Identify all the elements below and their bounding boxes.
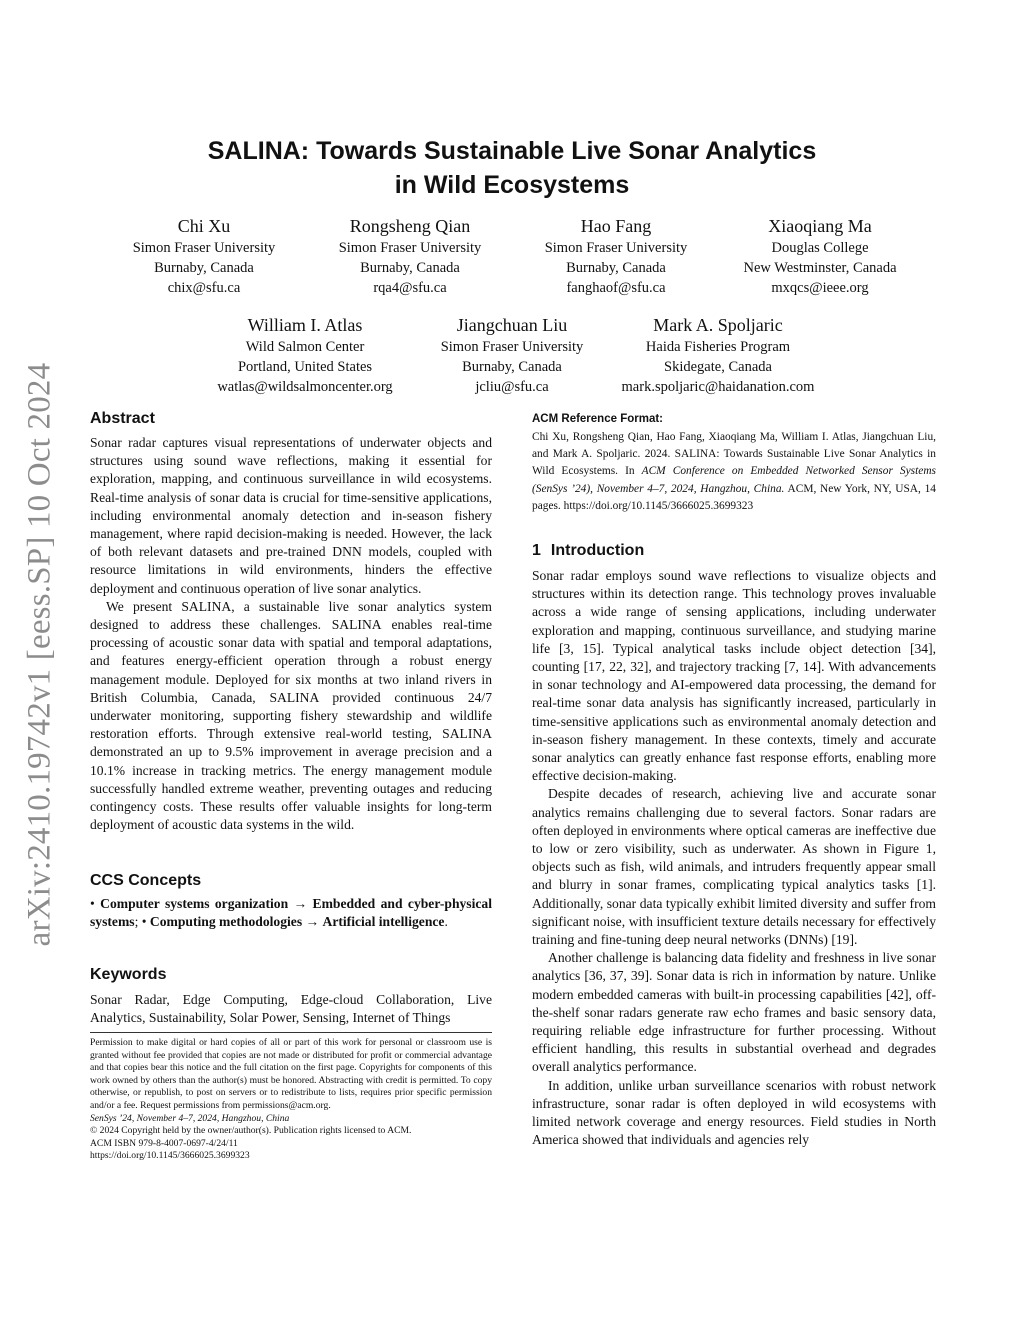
copyright-footnote: [90, 1037, 492, 1163]
abstract-paragraph-1: Sonar radar captures visual representations of underwater objects and structures using sound wave reflections, making it essential for exploration, mapping, and continuous surveillance in wild ecosystems. Real-time analysis of sonar data is crucial for time-sensitive applications, including environmental anomaly detection and in-season fishery management, where rapid decision-making is needed. However, the lack of both relevant datasets and pre-trained DNN models, coupled with resource limitations in wild environments, hinders the effective deployment and continuous operation of live sonar analytics.: [90, 435, 492, 596]
ccs-concept-1: Computer systems organization: [100, 896, 289, 911]
author-affiliation: Wild Salmon Center: [245, 339, 365, 355]
author-name: Xiaoqiang Ma: [768, 216, 872, 236]
introduction-heading: [532, 541, 936, 561]
acm-reference-text: [532, 429, 936, 515]
section-number: 1: [532, 542, 541, 559]
author-affiliation: Haida Fisheries Program: [645, 339, 791, 355]
author-email[interactable]: jcliu@sfu.ca: [475, 379, 549, 395]
author-affiliation: Simon Fraser University: [440, 339, 584, 355]
author-location: New Westminster, Canada: [743, 260, 897, 276]
ccs-separator: ;: [134, 914, 139, 930]
abstract-section: [90, 409, 492, 834]
section-title: Introduction: [550, 542, 645, 559]
author-block: [408, 314, 616, 397]
title-line-1: SALINA: Towards Sustainable Live Sonar Analytics: [207, 137, 817, 165]
ccs-arrow: →: [305, 914, 320, 930]
author-affiliation: Simon Fraser University: [132, 240, 276, 256]
doi-link[interactable]: https://doi.org/10.1145/3666025.3699323: [90, 1150, 250, 1162]
author-location: Skidegate, Canada: [664, 359, 772, 375]
author-block: [612, 314, 824, 397]
author-block: [512, 215, 720, 298]
author-location: Burnaby, Canada: [566, 260, 666, 276]
abstract-heading: Abstract: [90, 410, 155, 427]
footnote-divider: [90, 1032, 492, 1033]
ccs-concept-1-sub: Embedded and cyber-physical systems: [90, 896, 492, 930]
arxiv-stamp-text: arXiv:2410.19742v1 [eess.SP] 10 Oct 2024: [21, 362, 58, 946]
author-name: Jiangchuan Liu: [456, 315, 568, 335]
author-name: Mark A. Spoljaric: [653, 315, 783, 335]
author-email[interactable]: rqa4@sfu.ca: [373, 280, 447, 296]
author-name: Chi Xu: [177, 216, 231, 236]
author-block: [716, 215, 924, 298]
author-email[interactable]: fanghaof@sfu.ca: [566, 280, 666, 296]
author-name: Hao Fang: [580, 216, 652, 236]
acm-reference-venue: ACM Conference on Embedded Networked Sensor Systems (SenSys ’24), November 4–7, 2024, Hangzhou, China.: [532, 465, 936, 495]
author-email[interactable]: mxqcs@ieee.org: [771, 280, 869, 296]
copyright-line: © 2024 Copyright held by the owner/author(s). Publication rights licensed to ACM.: [90, 1125, 412, 1137]
ccs-bullet: •: [141, 914, 147, 930]
author-email[interactable]: watlas@wildsalmoncenter.org: [217, 379, 393, 395]
author-location: Burnaby, Canada: [462, 359, 562, 375]
acm-reference-suffix: ACM, New York, NY, USA, 14 pages. https://doi.org/10.1145/3666025.3699323: [532, 482, 936, 512]
isbn-line: ACM ISBN 979-8-4007-0697-4/24/11: [90, 1137, 238, 1149]
paper-title: [100, 134, 924, 202]
author-block: [306, 215, 514, 298]
venue-line: SenSys ’24, November 4–7, 2024, Hangzhou, China: [90, 1112, 290, 1124]
keywords-text: Sonar Radar, Edge Computing, Edge-cloud Collaboration, Live Analytics, Sustainability, Solar Power, Sensing, Internet of Things: [90, 992, 492, 1026]
author-email[interactable]: mark.spoljaric@haidanation.com: [621, 379, 815, 395]
intro-paragraph-1: Sonar radar employs sound wave reflections to visualize objects and structures within its detection range. This technology proves invaluable across a wide range of sensing applications, including underwater exploration and mapping, continuous surveillance, and studying marine life [3, 15]. Typical analytical tasks include object detection [34], counting [17, 22, 32], and trajectory tracking [7, 14]. With advancements in sonar technology and AI-empowered data processing, the demand for real-time sonar data analysis has significantly increased, particularly in time-sensitive applications such as environmental anomaly detection and in-season fishery management. In these contexts, timely and accurate sonar analytics can greatly enhance fast response efforts, enabling more effective decision-making.: [532, 568, 936, 784]
ccs-concept-2-sub: Artificial intelligence: [322, 914, 445, 930]
arxiv-stamp: [12, 352, 68, 956]
acm-reference-prefix: Chi Xu, Rongsheng Qian, Hao Fang, Xiaoqiang Ma, William I. Atlas, Jiangchuan Liu, and Mark A. Spoljaric. 2024. SALINA: Towards Sustainable Live Sonar Analytics in Wild Ecosystems. In: [532, 431, 936, 478]
author-name: William I. Atlas: [247, 315, 363, 335]
intro-paragraph-4: In addition, unlike urban surveillance scenarios with robust network infrastructure, sonar radar is often deployed in wild ecosystems with limited network coverage and energy resources. Field studies in North America showed that individuals and agencies rely: [532, 1077, 936, 1148]
author-affiliation: Simon Fraser University: [338, 240, 482, 256]
author-location: Portland, United States: [237, 359, 373, 375]
ccs-concept-2: Computing methodologies: [149, 914, 303, 930]
permission-notice: Permission to make digital or hard copies of all or part of this work for personal or classroom use is granted without fee provided that copies are not made or distributed for profit or commercial advantage and that copies bear this notice and the full citation on the first page. Copyrights for components of this work owned by others than the author(s) must be honored. Abstracting with credit is permitted. To copy otherwise, or republish, to post on servers or to redistribute to lists, requires prior specific permission and/or a fee. Request permissions from permissions@acm.org.: [90, 1037, 492, 1111]
ccs-concepts-text: [90, 895, 492, 931]
acm-reference-heading: ACM Reference Format:: [532, 413, 663, 425]
title-line-2: in Wild Ecosystems: [394, 171, 630, 199]
intro-paragraph-2: Despite decades of research, achieving live and accurate sonar analytics remains challenging due to several factors. Sonar radars are often deployed in environments where optical cameras are ineffective due to low or zero visibility, such as underwater. As shown in Figure 1, objects such as fish, wild animals, and intruders frequently appear small and blurry in sonar frames, complicating typical analytics tasks [1]. Additionally, sonar data typically exhibit limited diversity and suffer from significant noise, with insufficient texture details necessary for effectively training and fine-tuning deep neural networks (DNNs) [19].: [532, 786, 936, 948]
author-block: [100, 215, 308, 298]
ccs-heading: CCS Concepts: [90, 872, 202, 889]
author-affiliation: Douglas College: [771, 240, 869, 256]
author-location: Burnaby, Canada: [154, 260, 254, 276]
introduction-section: [532, 541, 936, 1150]
author-name: Rongsheng Qian: [349, 216, 471, 236]
abstract-paragraph-2: We present SALINA, a sustainable live sonar analytics system designed to address these challenges. SALINA enables real-time processing of acoustic sonar data with spatial and temporal adaptations, and features energy-efficient operation through a robust energy management module. Deployed for six months at two inland rivers in British Columbia, Canada, SALINA provided continuous 24/7 underwater monitoring, supporting fishery stewardship and wildlife restoration efforts. Through extensive real-world testing, SALINA demonstrated an up to 9.5% improvement in average precision and a 10.1% increase in tracking metrics. The energy management module successfully handled extreme weather, preventing outages and reducing contingency costs. These results offer valuable insights for long-term deployment of acoustic data systems in the wild.: [90, 598, 492, 833]
keywords-section: [90, 965, 492, 1027]
acm-reference-section: [532, 413, 936, 515]
author-block: [200, 314, 410, 397]
author-email[interactable]: chix@sfu.ca: [167, 280, 241, 296]
keywords-heading: Keywords: [90, 966, 167, 983]
ccs-end: .: [444, 914, 448, 930]
author-affiliation: Simon Fraser University: [544, 240, 688, 256]
author-location: Burnaby, Canada: [360, 260, 460, 276]
intro-paragraph-3: Another challenge is balancing data fidelity and freshness in live sonar analytics [36, 37, 39]. Sonar data is rich in information by nature. Unlike modern embedded cameras with built-in processing capabilities [42], off-the-shelf sonar radars generate raw echo frames and basic sensory data, requiring reliable edge infrastructure for further processing. Without efficient handling, this results in substantial overhead and degrades overall analytics performance.: [532, 950, 936, 1075]
ccs-arrow: →: [293, 896, 308, 911]
ccs-section: [90, 871, 492, 931]
ccs-bullet: •: [90, 896, 95, 911]
